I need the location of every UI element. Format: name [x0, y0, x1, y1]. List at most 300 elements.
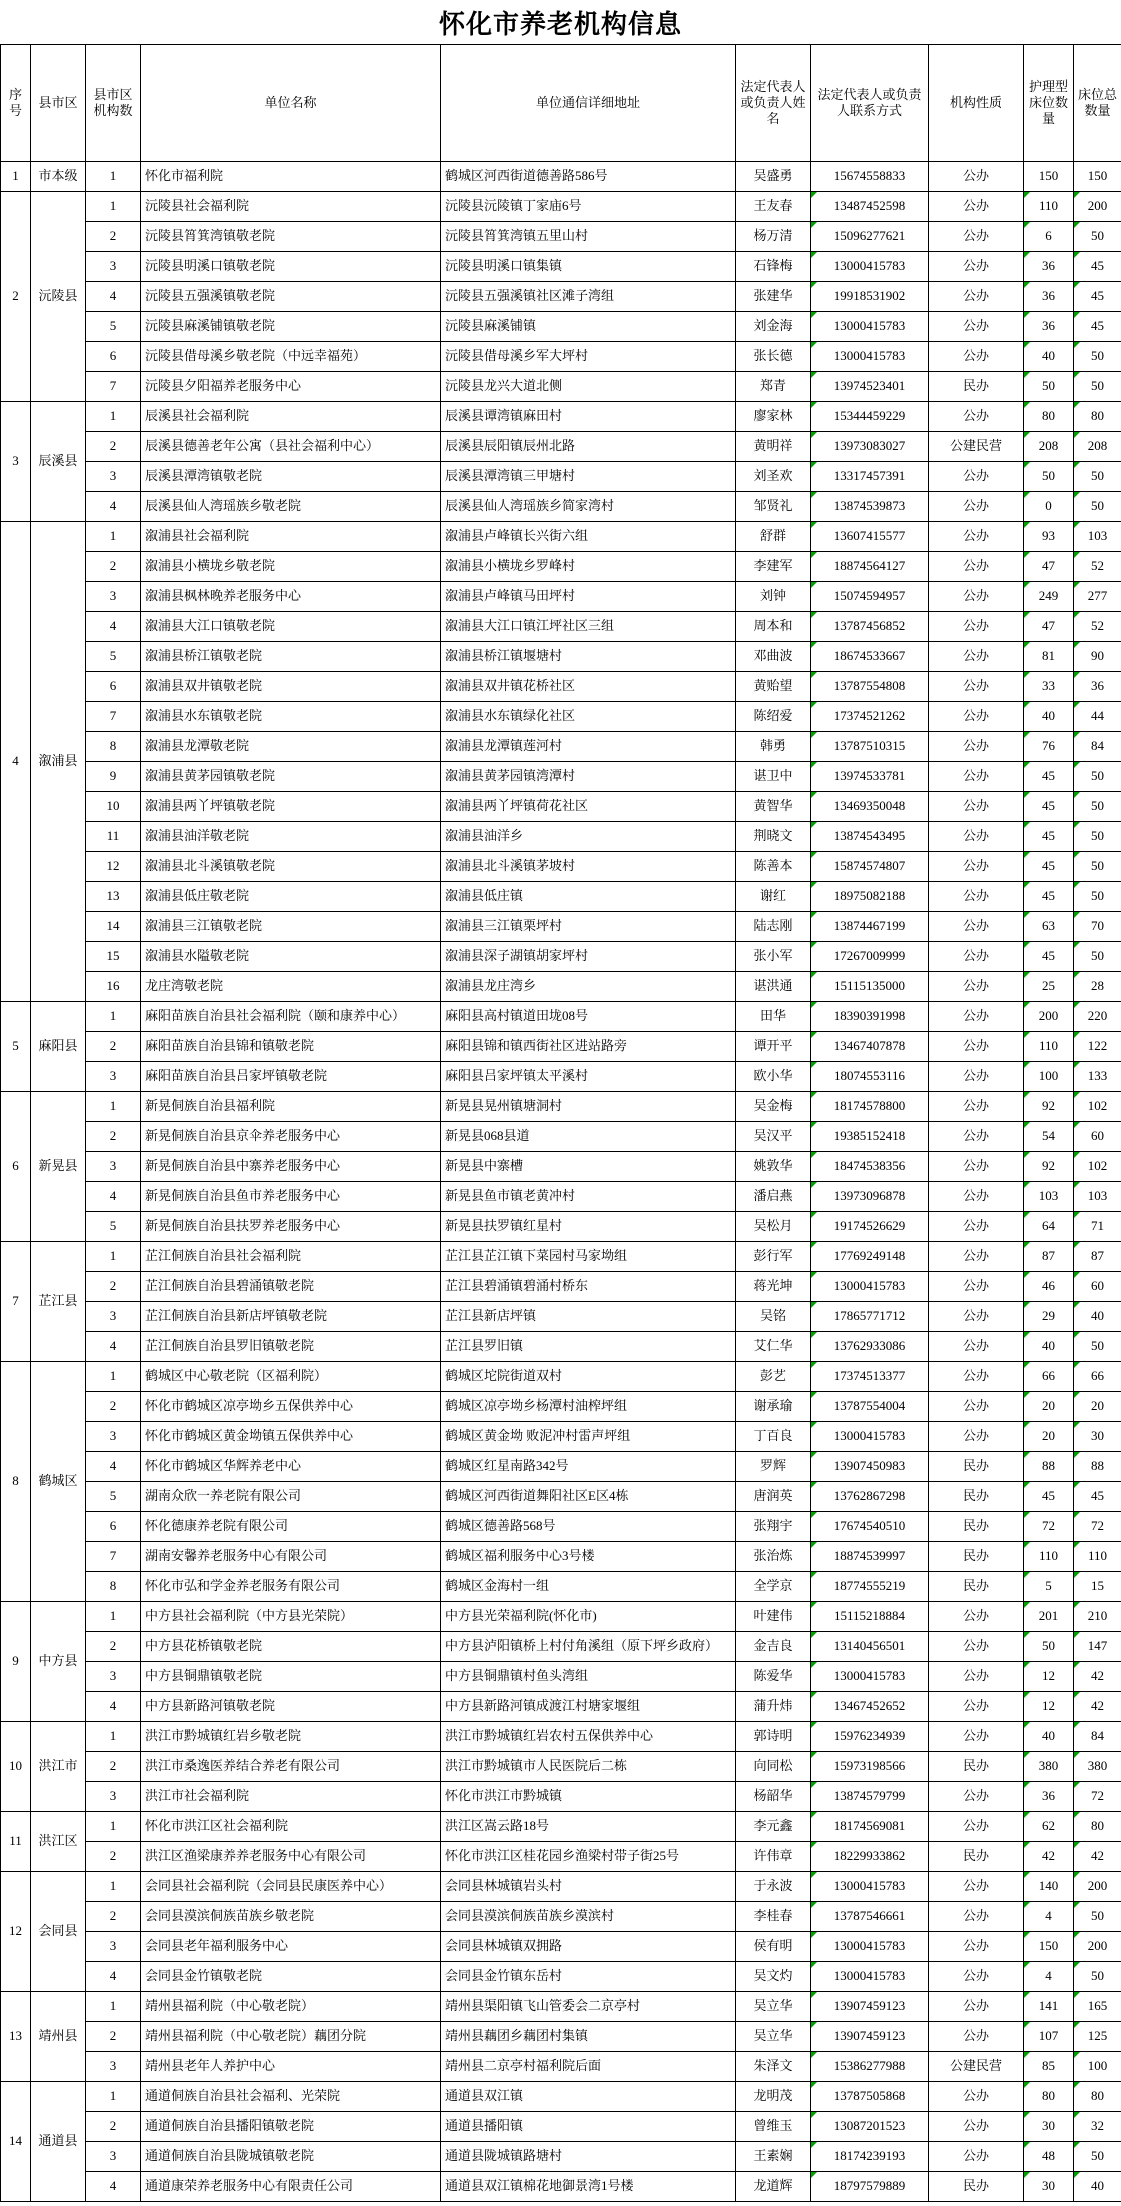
index-cell: 1: [86, 1362, 141, 1392]
total-beds-cell: 45: [1074, 252, 1121, 282]
nature-cell: 公办: [929, 222, 1024, 252]
nature-cell: 公办: [929, 1962, 1024, 1992]
person-cell: 吴汉平: [736, 1122, 811, 1152]
unit-name-cell: 洪江市黔城镇红岩乡敬老院: [141, 1722, 441, 1752]
phone-cell: 13787554808: [811, 672, 929, 702]
address-cell: 会同县金竹镇东岳村: [441, 1962, 736, 1992]
total-beds-cell: 42: [1074, 1662, 1121, 1692]
person-cell: 吴立华: [736, 2022, 811, 2052]
nursing-beds-cell: 0: [1024, 492, 1074, 522]
person-cell: 侯有明: [736, 1932, 811, 1962]
unit-name-cell: 溆浦县黄茅园镇敬老院: [141, 762, 441, 792]
unit-name-cell: 湖南安馨养老服务中心有限公司: [141, 1542, 441, 1572]
table-row: [1, 1632, 1121, 1662]
table-row: [1, 1212, 1121, 1242]
nursing-beds-cell: 100: [1024, 1062, 1074, 1092]
index-cell: 15: [86, 942, 141, 972]
table-row: [1, 342, 1121, 372]
person-cell: 黄智华: [736, 792, 811, 822]
address-cell: 溆浦县桥江镇堰塘村: [441, 642, 736, 672]
column-header-person: 法定代表人或负责人姓名: [736, 45, 811, 162]
column-header-phone: 法定代表人或负责人联系方式: [811, 45, 929, 162]
total-beds-cell: 40: [1074, 2172, 1121, 2202]
person-cell: 谌洪通: [736, 972, 811, 1002]
phone-cell: 18674533667: [811, 642, 929, 672]
district-cell: 辰溪县: [31, 402, 86, 522]
nature-cell: 公办: [929, 342, 1024, 372]
nature-cell: 民办: [929, 1482, 1024, 1512]
nursing-beds-cell: 30: [1024, 2172, 1074, 2202]
table-row: [1, 1962, 1121, 1992]
person-cell: 郑青: [736, 372, 811, 402]
table-row: [1, 972, 1121, 1002]
address-cell: 芷江县芷江镇下菜园村马家坳组: [441, 1242, 736, 1272]
unit-name-cell: 新晃侗族自治县扶罗养老服务中心: [141, 1212, 441, 1242]
phone-cell: 17769249148: [811, 1242, 929, 1272]
phone-cell: 17267009999: [811, 942, 929, 972]
unit-name-cell: 沅陵县五强溪镇敬老院: [141, 282, 441, 312]
nursing-beds-cell: 48: [1024, 2142, 1074, 2172]
unit-name-cell: 新晃侗族自治县中寨养老服务中心: [141, 1152, 441, 1182]
district-cell: 沅陵县: [31, 192, 86, 402]
address-cell: 怀化市洪江市黔城镇: [441, 1782, 736, 1812]
index-cell: 4: [86, 1692, 141, 1722]
nursing-beds-cell: 33: [1024, 672, 1074, 702]
person-cell: 吴金梅: [736, 1092, 811, 1122]
nature-cell: 公建民营: [929, 432, 1024, 462]
address-cell: 靖州县藕团乡藕团村集镇: [441, 2022, 736, 2052]
total-beds-cell: 50: [1074, 342, 1121, 372]
index-cell: 2: [86, 2112, 141, 2142]
address-cell: 鹤城区红星南路342号: [441, 1452, 736, 1482]
column-header-nature: 机构性质: [929, 45, 1024, 162]
phone-cell: 13973096878: [811, 1182, 929, 1212]
total-beds-cell: 110: [1074, 1542, 1121, 1572]
total-beds-cell: 44: [1074, 702, 1121, 732]
nursing-beds-cell: 4: [1024, 1902, 1074, 1932]
nursing-beds-cell: 72: [1024, 1512, 1074, 1542]
nursing-beds-cell: 66: [1024, 1362, 1074, 1392]
nursing-beds-cell: 45: [1024, 822, 1074, 852]
person-cell: 丁百良: [736, 1422, 811, 1452]
phone-cell: 18174569081: [811, 1812, 929, 1842]
nursing-beds-cell: 80: [1024, 402, 1074, 432]
nature-cell: 公办: [929, 1722, 1024, 1752]
index-cell: 2: [86, 1122, 141, 1152]
address-cell: 辰溪县潭湾镇三甲塘村: [441, 462, 736, 492]
seq-cell: 5: [1, 1002, 31, 1092]
table-row: [1, 1992, 1121, 2022]
unit-name-cell: 新晃侗族自治县福利院: [141, 1092, 441, 1122]
total-beds-cell: 88: [1074, 1452, 1121, 1482]
person-cell: 彭行军: [736, 1242, 811, 1272]
person-cell: 荆晓文: [736, 822, 811, 852]
nursing-beds-cell: 6: [1024, 222, 1074, 252]
table-row: [1, 372, 1121, 402]
phone-cell: 13487452598: [811, 192, 929, 222]
table-row: [1, 1452, 1121, 1482]
table-row: [1, 1692, 1121, 1722]
nursing-beds-cell: 40: [1024, 1332, 1074, 1362]
index-cell: 5: [86, 1482, 141, 1512]
phone-cell: 18774555219: [811, 1572, 929, 1602]
nursing-beds-cell: 12: [1024, 1662, 1074, 1692]
table-row: [1, 2082, 1121, 2112]
table-row: [1, 402, 1121, 432]
nursing-beds-cell: 107: [1024, 2022, 1074, 2052]
nursing-beds-cell: 81: [1024, 642, 1074, 672]
nursing-beds-cell: 47: [1024, 552, 1074, 582]
nursing-beds-cell: 50: [1024, 372, 1074, 402]
index-cell: 3: [86, 1062, 141, 1092]
address-cell: 洪江区嵩云路18号: [441, 1812, 736, 1842]
index-cell: 7: [86, 702, 141, 732]
address-cell: 沅陵县借母溪乡军大坪村: [441, 342, 736, 372]
phone-cell: 17865771712: [811, 1302, 929, 1332]
seq-cell: 8: [1, 1362, 31, 1602]
nature-cell: 民办: [929, 2172, 1024, 2202]
nature-cell: 公办: [929, 2112, 1024, 2142]
table-row: [1, 1572, 1121, 1602]
table-header: [1, 45, 1121, 162]
total-beds-cell: 52: [1074, 612, 1121, 642]
nature-cell: 公办: [929, 792, 1024, 822]
nature-cell: 公办: [929, 1992, 1024, 2022]
unit-name-cell: 溆浦县水东镇敬老院: [141, 702, 441, 732]
index-cell: 5: [86, 1212, 141, 1242]
table-row: [1, 1302, 1121, 1332]
person-cell: 张建华: [736, 282, 811, 312]
table-row: [1, 1752, 1121, 1782]
index-cell: 12: [86, 852, 141, 882]
table-row: [1, 2112, 1121, 2142]
address-cell: 溆浦县深子湖镇胡家坪村: [441, 942, 736, 972]
total-beds-cell: 52: [1074, 552, 1121, 582]
index-cell: 3: [86, 252, 141, 282]
person-cell: 韩勇: [736, 732, 811, 762]
phone-cell: 13974523401: [811, 372, 929, 402]
nursing-beds-cell: 45: [1024, 852, 1074, 882]
district-cell: 市本级: [31, 162, 86, 192]
total-beds-cell: 125: [1074, 2022, 1121, 2052]
person-cell: 吴铭: [736, 1302, 811, 1332]
nature-cell: 公办: [929, 582, 1024, 612]
table-row: [1, 912, 1121, 942]
unit-name-cell: 溆浦县小横垅乡敬老院: [141, 552, 441, 582]
phone-cell: 13000415783: [811, 1422, 929, 1452]
total-beds-cell: 84: [1074, 732, 1121, 762]
total-beds-cell: 147: [1074, 1632, 1121, 1662]
total-beds-cell: 45: [1074, 312, 1121, 342]
unit-name-cell: 沅陵县明溪口镇敬老院: [141, 252, 441, 282]
phone-cell: 15115135000: [811, 972, 929, 1002]
phone-cell: 13000415783: [811, 1272, 929, 1302]
nursing-beds-cell: 93: [1024, 522, 1074, 552]
nature-cell: 公办: [929, 2142, 1024, 2172]
unit-name-cell: 中方县社会福利院（中方县光荣院）: [141, 1602, 441, 1632]
address-cell: 溆浦县龙潭镇莲河村: [441, 732, 736, 762]
table-row: [1, 492, 1121, 522]
person-cell: 张小军: [736, 942, 811, 972]
table-row: [1, 282, 1121, 312]
address-cell: 洪江市黔城镇红岩农村五保供养中心: [441, 1722, 736, 1752]
column-header-district: 县市区: [31, 45, 86, 162]
table-row: [1, 1032, 1121, 1062]
address-cell: 芷江县罗旧镇: [441, 1332, 736, 1362]
index-cell: 3: [86, 1782, 141, 1812]
district-cell: 溆浦县: [31, 522, 86, 1002]
index-cell: 3: [86, 1152, 141, 1182]
person-cell: 王素娴: [736, 2142, 811, 2172]
table-row: [1, 222, 1121, 252]
total-beds-cell: 50: [1074, 792, 1121, 822]
table-row: [1, 792, 1121, 822]
index-cell: 4: [86, 1962, 141, 1992]
index-cell: 2: [86, 222, 141, 252]
unit-name-cell: 怀化市鹤城区黄金坳镇五保供养中心: [141, 1422, 441, 1452]
total-beds-cell: 380: [1074, 1752, 1121, 1782]
person-cell: 谌卫中: [736, 762, 811, 792]
seq-cell: 12: [1, 1872, 31, 1992]
nursing-beds-cell: 150: [1024, 162, 1074, 192]
table-row: [1, 1662, 1121, 1692]
nature-cell: 公办: [929, 162, 1024, 192]
total-beds-cell: 50: [1074, 222, 1121, 252]
nursing-beds-cell: 45: [1024, 762, 1074, 792]
total-beds-cell: 42: [1074, 1842, 1121, 1872]
district-cell: 洪江区: [31, 1812, 86, 1872]
nature-cell: 公办: [929, 1152, 1024, 1182]
person-cell: 叶建伟: [736, 1602, 811, 1632]
nursing-beds-cell: 30: [1024, 2112, 1074, 2142]
nature-cell: 民办: [929, 1752, 1024, 1782]
district-cell: 洪江市: [31, 1722, 86, 1812]
unit-name-cell: 辰溪县潭湾镇敬老院: [141, 462, 441, 492]
nature-cell: 公办: [929, 972, 1024, 1002]
address-cell: 鹤城区福利服务中心3号楼: [441, 1542, 736, 1572]
person-cell: 欧小华: [736, 1062, 811, 1092]
nature-cell: 公办: [929, 2082, 1024, 2112]
total-beds-cell: 103: [1074, 1182, 1121, 1212]
nursing-beds-cell: 36: [1024, 1782, 1074, 1812]
nursing-beds-cell: 20: [1024, 1392, 1074, 1422]
table-row: [1, 612, 1121, 642]
district-cell: 中方县: [31, 1602, 86, 1722]
nature-cell: 公办: [929, 882, 1024, 912]
phone-cell: 13140456501: [811, 1632, 929, 1662]
address-cell: 通道县双江镇: [441, 2082, 736, 2112]
index-cell: 5: [86, 312, 141, 342]
index-cell: 1: [86, 1872, 141, 1902]
address-cell: 溆浦县卢峰镇马田坪村: [441, 582, 736, 612]
person-cell: 吴松月: [736, 1212, 811, 1242]
phone-cell: 13469350048: [811, 792, 929, 822]
nature-cell: 公办: [929, 1422, 1024, 1452]
nursing-beds-cell: 140: [1024, 1872, 1074, 1902]
address-cell: 靖州县渠阳镇飞山管委会二京亭村: [441, 1992, 736, 2022]
table-row: [1, 822, 1121, 852]
nature-cell: 公办: [929, 762, 1024, 792]
nursing-beds-cell: 87: [1024, 1242, 1074, 1272]
address-cell: 鹤城区凉亭坳乡杨潭村油榨坪组: [441, 1392, 736, 1422]
person-cell: 罗辉: [736, 1452, 811, 1482]
seq-cell: 2: [1, 192, 31, 402]
total-beds-cell: 80: [1074, 402, 1121, 432]
district-cell: 靖州县: [31, 1992, 86, 2082]
total-beds-cell: 122: [1074, 1032, 1121, 1062]
nursing-beds-cell: 141: [1024, 1992, 1074, 2022]
address-cell: 溆浦县油洋乡: [441, 822, 736, 852]
unit-name-cell: 新晃侗族自治县鱼市养老服务中心: [141, 1182, 441, 1212]
phone-cell: 19385152418: [811, 1122, 929, 1152]
person-cell: 吴立华: [736, 1992, 811, 2022]
phone-cell: 18390391998: [811, 1002, 929, 1032]
address-cell: 溆浦县低庄镇: [441, 882, 736, 912]
address-cell: 怀化市洪江区桂花园乡渔梁村带子街25号: [441, 1842, 736, 1872]
total-beds-cell: 45: [1074, 282, 1121, 312]
column-header-name: 单位名称: [141, 45, 441, 162]
column-header-count: 县市区机构数: [86, 45, 141, 162]
phone-cell: 13787510315: [811, 732, 929, 762]
unit-name-cell: 通道侗族自治县陇城镇敬老院: [141, 2142, 441, 2172]
person-cell: 田华: [736, 1002, 811, 1032]
index-cell: 3: [86, 1932, 141, 1962]
person-cell: 李元鑫: [736, 1812, 811, 1842]
nature-cell: 民办: [929, 1842, 1024, 1872]
address-cell: 通道县双江镇棉花地御景湾1号楼: [441, 2172, 736, 2202]
column-header-nursing: 护理型床位数量: [1024, 45, 1074, 162]
phone-cell: 13000415783: [811, 312, 929, 342]
nursing-beds-cell: 110: [1024, 192, 1074, 222]
nature-cell: 公办: [929, 192, 1024, 222]
total-beds-cell: 45: [1074, 1482, 1121, 1512]
unit-name-cell: 怀化市鹤城区凉亭坳乡五保供养中心: [141, 1392, 441, 1422]
address-cell: 沅陵县明溪口镇集镇: [441, 252, 736, 282]
table-row: [1, 732, 1121, 762]
index-cell: 7: [86, 1542, 141, 1572]
nature-cell: 民办: [929, 1512, 1024, 1542]
person-cell: 谢红: [736, 882, 811, 912]
nature-cell: 公办: [929, 1812, 1024, 1842]
address-cell: 鹤城区坨院街道双村: [441, 1362, 736, 1392]
total-beds-cell: 102: [1074, 1092, 1121, 1122]
person-cell: 曾维玉: [736, 2112, 811, 2142]
nursing-beds-cell: 88: [1024, 1452, 1074, 1482]
table-row: [1, 1182, 1121, 1212]
index-cell: 10: [86, 792, 141, 822]
nursing-beds-cell: 76: [1024, 732, 1074, 762]
table-row: [1, 162, 1121, 192]
person-cell: 吴文灼: [736, 1962, 811, 1992]
phone-cell: 13874539873: [811, 492, 929, 522]
phone-cell: 13907459123: [811, 1992, 929, 2022]
index-cell: 3: [86, 462, 141, 492]
phone-cell: 13787554004: [811, 1392, 929, 1422]
total-beds-cell: 165: [1074, 1992, 1121, 2022]
unit-name-cell: 鹤城区中心敬老院（区福利院）: [141, 1362, 441, 1392]
index-cell: 1: [86, 1092, 141, 1122]
person-cell: 姚敦华: [736, 1152, 811, 1182]
total-beds-cell: 80: [1074, 1812, 1121, 1842]
district-cell: 会同县: [31, 1872, 86, 1992]
nursing-beds-cell: 150: [1024, 1932, 1074, 1962]
address-cell: 新晃县鱼市镇老黄冲村: [441, 1182, 736, 1212]
index-cell: 6: [86, 342, 141, 372]
index-cell: 8: [86, 1572, 141, 1602]
phone-cell: 18229933862: [811, 1842, 929, 1872]
unit-name-cell: 溆浦县北斗溪镇敬老院: [141, 852, 441, 882]
unit-name-cell: 洪江区渔梁康养养老服务中心有限公司: [141, 1842, 441, 1872]
nursing-beds-cell: 110: [1024, 1032, 1074, 1062]
phone-cell: 15674558833: [811, 162, 929, 192]
unit-name-cell: 麻阳苗族自治县锦和镇敬老院: [141, 1032, 441, 1062]
person-cell: 彭艺: [736, 1362, 811, 1392]
total-beds-cell: 277: [1074, 582, 1121, 612]
nature-cell: 公办: [929, 1872, 1024, 1902]
phone-cell: 19174526629: [811, 1212, 929, 1242]
index-cell: 14: [86, 912, 141, 942]
phone-cell: 13787546661: [811, 1902, 929, 1932]
phone-cell: 13087201523: [811, 2112, 929, 2142]
phone-cell: 13874543495: [811, 822, 929, 852]
seq-cell: 13: [1, 1992, 31, 2082]
district-cell: 芷江县: [31, 1242, 86, 1362]
total-beds-cell: 28: [1074, 972, 1121, 1002]
index-cell: 2: [86, 1902, 141, 1932]
index-cell: 16: [86, 972, 141, 1002]
unit-name-cell: 芷江侗族自治县罗旧镇敬老院: [141, 1332, 441, 1362]
address-cell: 沅陵县筲箕湾镇五里山村: [441, 222, 736, 252]
nature-cell: 公办: [929, 1362, 1024, 1392]
unit-name-cell: 沅陵县借母溪乡敬老院（中远幸福苑）: [141, 342, 441, 372]
nature-cell: 民办: [929, 1452, 1024, 1482]
nursing-beds-cell: 40: [1024, 702, 1074, 732]
person-cell: 李建军: [736, 552, 811, 582]
person-cell: 黄贻望: [736, 672, 811, 702]
table-row: [1, 462, 1121, 492]
person-cell: 蒲升炜: [736, 1692, 811, 1722]
table-row: [1, 2142, 1121, 2172]
phone-cell: 19918531902: [811, 282, 929, 312]
total-beds-cell: 133: [1074, 1062, 1121, 1092]
index-cell: 1: [86, 1812, 141, 1842]
seq-cell: 10: [1, 1722, 31, 1812]
address-cell: 溆浦县大江口镇江坪社区三组: [441, 612, 736, 642]
table-row: [1, 852, 1121, 882]
person-cell: 潘启燕: [736, 1182, 811, 1212]
person-cell: 张翔宇: [736, 1512, 811, 1542]
table-row: [1, 702, 1121, 732]
person-cell: 陈善本: [736, 852, 811, 882]
nursing-beds-cell: 201: [1024, 1602, 1074, 1632]
person-cell: 王友春: [736, 192, 811, 222]
person-cell: 张长德: [736, 342, 811, 372]
total-beds-cell: 102: [1074, 1152, 1121, 1182]
table-row: [1, 642, 1121, 672]
index-cell: 2: [86, 432, 141, 462]
table-row: [1, 1002, 1121, 1032]
phone-cell: 13317457391: [811, 462, 929, 492]
total-beds-cell: 84: [1074, 1722, 1121, 1752]
total-beds-cell: 50: [1074, 1332, 1121, 1362]
nature-cell: 公办: [929, 1602, 1024, 1632]
person-cell: 许伟章: [736, 1842, 811, 1872]
unit-name-cell: 洪江市桑逸医养结合养老有限公司: [141, 1752, 441, 1782]
table-row: [1, 1422, 1121, 1452]
total-beds-cell: 50: [1074, 2142, 1121, 2172]
address-cell: 溆浦县北斗溪镇茅坡村: [441, 852, 736, 882]
person-cell: 向同松: [736, 1752, 811, 1782]
